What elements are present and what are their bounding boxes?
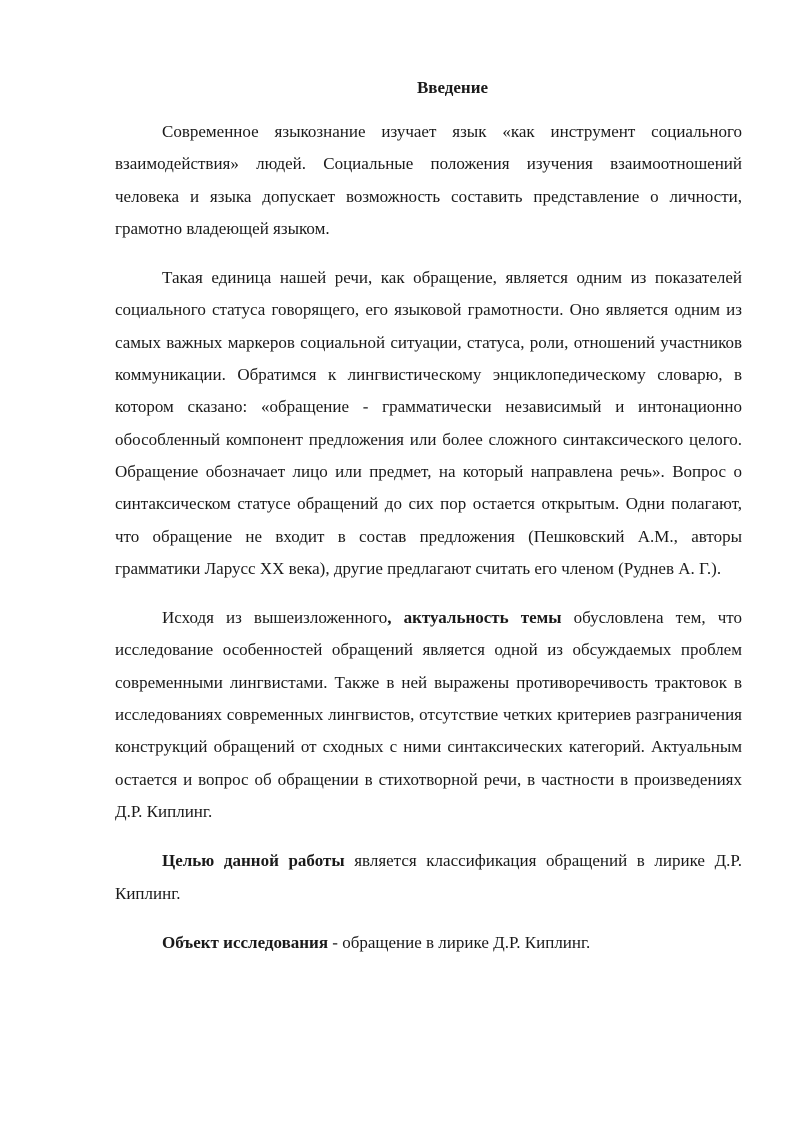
page-title: Введение [416,78,489,97]
paragraph-text: - обращение в лирике Д.Р. Киплинг. [328,932,591,952]
bold-term-relevance: , актуальность темы [387,608,562,628]
bold-term-goal: Целью данной работы [162,851,345,871]
paragraph-text: Такая единица нашей речи, как обращение, является одним из показателей социального статуса говорящего, его языковой грамотности. Оно является одним из самых важных маркеров социальной ситуации, статуса, роли, отношений участников коммуникации. Обратимся к лингвистическому энциклопедическому словарю, в котором сказано: «обращение - грамматически независимый и интонационно обособленный компонент предложения или более сложного синтаксического целого. Обращение обозначает лицо или предмет, на который направлена речь». Вопрос о синтаксическом статусе обращений до сих пор остается открытым. Одни полагают, что обращение не входит в состав предложения (Пешковский А.М., авторы грамматики Ларусс XX века), другие предлагают считать его членом (Руднев А. Г.). [115,268,742,578]
paragraph-text: обусловлена тем, что исследование особенностей обращений является одной из обсуждаемых проблем современными лингвистами. Также в ней выражены противоречивость трактовок в исследованиях современных лингвистов, отсутствие четких критериев разграничения конструкций обращений от сходных с ними синтаксических категорий. Актуальным остается и вопрос об обращении в стихотворной речи, в частности в произведениях Д.Р. Киплинг. [115,608,742,821]
paragraph-text: является классификация обращений в лирике Д.Р. Киплинг. [115,851,742,903]
paragraph-object [115,927,742,959]
paragraph-intro [115,116,742,245]
paragraph-text: Исходя из вышеизложенного [162,608,388,628]
document-page [115,72,742,976]
paragraph-text: Современное языкознание изучает язык «как инструмент социального взаимодействия» людей. Социальные положения изучения взаимоотношений человека и языка допускает возможность составить представление о личности, грамотно владеющей языком. [115,122,742,238]
paragraph-relevance [115,602,742,828]
paragraph-address-definition [115,262,742,585]
bold-term-object: Объект исследования [162,932,329,952]
paragraph-goal [115,845,742,910]
